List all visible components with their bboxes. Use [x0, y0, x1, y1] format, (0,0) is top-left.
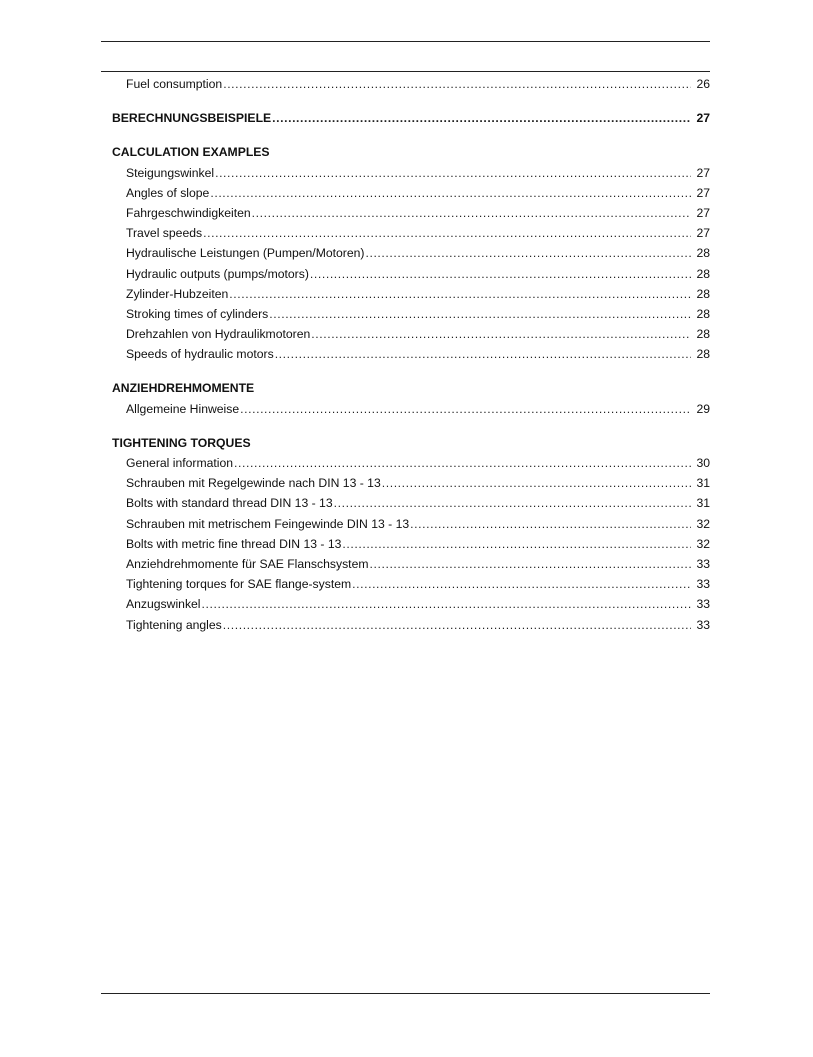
toc-leader-dots	[370, 554, 691, 574]
header-rule	[101, 41, 710, 42]
toc-leader-dots	[223, 74, 691, 94]
toc-entry-title: Anzugswinkel	[126, 597, 201, 612]
toc-leader-dots	[352, 574, 691, 594]
toc-leader-dots	[240, 399, 691, 419]
toc-entry-page: 30	[696, 456, 710, 470]
toc-leader-dots	[310, 264, 691, 284]
toc-entry-page: 26	[696, 77, 710, 91]
toc-leader-dots	[365, 243, 691, 263]
toc-leader-dots	[210, 183, 691, 203]
toc-leader-dots	[272, 108, 691, 128]
toc-leader-dots	[311, 324, 691, 344]
toc-leader-dots	[223, 615, 691, 635]
toc-entry[interactable]	[112, 324, 710, 344]
toc-entry-title: Schrauben mit metrischem Feingewinde DIN 13 - 13	[126, 516, 410, 531]
toc-leader-dots	[275, 344, 691, 364]
toc-leader-dots	[229, 284, 691, 304]
toc-leader-dots	[234, 453, 691, 473]
toc-entry-page: 27	[696, 165, 710, 180]
toc-entry[interactable]	[112, 493, 710, 513]
toc-entry[interactable]	[112, 594, 710, 614]
toc-leader-dots	[382, 473, 691, 493]
toc-entry[interactable]	[112, 344, 710, 364]
toc-leader-dots	[334, 493, 691, 513]
toc-entry[interactable]	[112, 574, 710, 594]
section-heading-anziehdrehmomente: ANZIEHDREHMOMENTE	[112, 381, 255, 396]
section-heading-calculation-examples: CALCULATION EXAMPLES	[112, 145, 270, 160]
toc-entry-page: 31	[696, 496, 710, 511]
toc-entry-page: 31	[696, 476, 710, 491]
toc-entry[interactable]	[112, 554, 710, 574]
toc-entry[interactable]	[112, 264, 710, 284]
toc-entry-title: Travel speeds	[126, 226, 203, 241]
toc-entry[interactable]	[112, 615, 710, 635]
toc-entry[interactable]	[112, 183, 710, 203]
toc-entry[interactable]	[112, 514, 710, 534]
toc-entry-title: Anziehdrehmomente für SAE Flanschsystem	[126, 556, 369, 571]
toc-entry-page: 27	[696, 185, 710, 200]
toc-leader-dots	[269, 304, 691, 324]
toc-entry-page: 27	[696, 205, 710, 220]
toc-entry[interactable]	[112, 304, 710, 324]
toc-leader-dots	[342, 534, 691, 554]
toc-entry-page: 33	[696, 577, 710, 592]
toc-heading-page: 27	[696, 111, 710, 126]
toc-entry[interactable]	[112, 243, 710, 263]
toc-entry-page: 28	[696, 246, 710, 261]
toc-entry-page: 29	[696, 401, 710, 416]
toc-entry-title: Allgemeine Hinweise	[126, 401, 240, 416]
toc-leader-dots	[203, 223, 691, 243]
toc-leader-dots	[410, 514, 691, 534]
toc-entry-page: 28	[696, 347, 710, 362]
toc-entry[interactable]	[112, 473, 710, 493]
toc-entry-title: Schrauben mit Regelgewinde nach DIN 13 - 13	[126, 476, 381, 491]
toc-entry-page: 33	[696, 617, 710, 632]
toc-entry[interactable]	[112, 203, 710, 223]
toc-entry-title: Speeds of hydraulic motors	[126, 347, 274, 362]
toc-entry-title: Tightening torques for SAE flange-system	[126, 577, 352, 592]
toc-entry-page: 32	[696, 536, 710, 551]
toc-entry-title: Steigungswinkel	[126, 165, 215, 180]
toc-entry[interactable]	[112, 163, 710, 183]
toc-entry-title: Drehzahlen von Hydraulikmotoren	[126, 327, 311, 342]
toc-entry-title: Fahrgeschwindigkeiten	[126, 205, 251, 220]
toc-entry-title: Bolts with standard thread DIN 13 - 13	[126, 496, 333, 511]
section-heading-tightening-torques: TIGHTENING TORQUES	[112, 435, 251, 450]
table-of-contents	[112, 74, 710, 635]
toc-entry[interactable]	[112, 284, 710, 304]
toc-entry-title: Zylinder-Hubzeiten	[126, 286, 229, 301]
toc-entry[interactable]	[112, 223, 710, 243]
toc-entry-page: 32	[696, 516, 710, 531]
toc-entry-title: General information	[126, 456, 234, 470]
toc-entry[interactable]	[112, 399, 710, 419]
toc-leader-dots	[215, 163, 691, 183]
toc-leader-dots	[202, 594, 691, 614]
toc-entry[interactable]	[112, 534, 710, 554]
toc-entry[interactable]	[112, 453, 710, 473]
toc-entry-title: Hydraulische Leistungen (Pumpen/Motoren)	[126, 246, 365, 261]
toc-entry-title: Fuel consumption	[126, 77, 223, 91]
toc-leader-dots	[252, 203, 691, 223]
toc-heading-berechnungsbeispiele[interactable]	[112, 108, 710, 128]
toc-top-rule	[101, 71, 710, 72]
toc-entry-title: Stroking times of cylinders	[126, 306, 269, 321]
toc-entry-title: Bolts with metric fine thread DIN 13 - 13	[126, 536, 342, 551]
toc-entry-page: 28	[696, 306, 710, 321]
toc-heading-title: BERECHNUNGSBEISPIELE	[112, 111, 272, 126]
toc-entry-page: 28	[696, 286, 710, 301]
toc-entry-page: 33	[696, 597, 710, 612]
toc-entry-title: Angles of slope	[126, 185, 210, 200]
toc-entry-page: 33	[696, 556, 710, 571]
toc-entry-title: Hydraulic outputs (pumps/motors)	[126, 266, 309, 281]
toc-entry-fuel-consumption[interactable]	[112, 74, 710, 94]
toc-entry-title: Tightening angles	[126, 617, 222, 632]
toc-entry-page: 28	[696, 327, 710, 342]
toc-entry-page: 27	[696, 226, 710, 241]
toc-entry-page: 28	[696, 266, 710, 281]
footer-rule	[101, 993, 710, 994]
